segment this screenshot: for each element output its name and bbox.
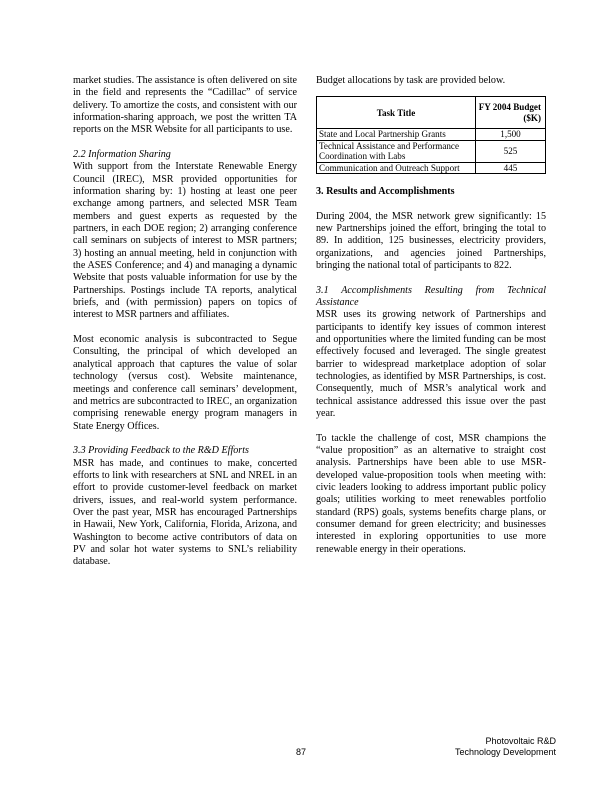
section-heading-accomplishments: 3.1 Accomplishments Resulting from Technical Assistance: [316, 284, 546, 308]
task-cell: Communication and Outreach Support: [317, 162, 476, 173]
paragraph-network-growth: During 2004, the MSR network grew significantly: 15 new Partnerships joined the effort, bringing the total to 89. In addition, 125 businesses, electricity providers, organizations, and agencies joined Partnerships, bringing the national total of participants to 822.: [316, 210, 546, 271]
paragraph-feedback: MSR has made, and continues to make, concerted efforts to link with researchers at SNL and NREL in an effort to provide customer-level feedback on market drivers, issues, and real-world system performance. Over the past year, MSR has encouraged Partnerships in Hawaii, New York, California, Florida, Arizona, and Washington to become active contributors of data on PV and solar hot water systems to SNL’s reliability database.: [73, 457, 297, 568]
table-row: [317, 140, 546, 162]
footer-line-2: Technology Development: [454, 747, 556, 757]
task-cell: State and Local Partnership Grants: [317, 129, 476, 140]
running-footer: [455, 736, 556, 758]
left-column: [73, 75, 297, 569]
footer-line-1: Photovoltaic R&D: [485, 736, 556, 746]
table-row: [317, 129, 546, 140]
paragraph-market-studies: market studies. The assistance is often delivered on site in the field and represents the “Cadillac” of service delivery. To amortize the costs, and consistent with our information-sharing approach, we post the written TA reports on the MSR Website for all participants to use.: [73, 75, 297, 136]
budget-cell: 525: [476, 140, 546, 162]
table-row: [317, 162, 546, 173]
header-task-title: Task Title: [317, 97, 476, 129]
budget-cell: 445: [476, 162, 546, 173]
section-heading-results: 3. Results and Accomplishments: [316, 185, 455, 197]
budget-intro: Budget allocations by task are provided below.: [316, 75, 506, 86]
table-header-row: [317, 97, 546, 129]
task-cell: Technical Assistance and Performance Coordination with Labs: [317, 140, 476, 162]
right-column: [316, 75, 546, 556]
paragraph-information-sharing: With support from the Interstate Renewable Energy Council (IREC), MSR provided opportunities for information sharing by: 1) hosting at least one peer exchange among partners, and selected MSR Team members and guest experts as requested by the partners, in each DOE region; 2) arranging conference call seminars on subjects of interest to MSR partners; 3) hosting an annual meeting, held in conjunction with the ASES Conference; and 4) and managing a dynamic Website that posts valuable information for use by the Partnerships. Postings include TA reports, analytical briefs, and (with permission) papers on topics of interest to MSR partners and affiliates.: [73, 161, 297, 321]
paragraph-economic-analysis: Most economic analysis is subcontracted to Segue Consulting, the principal of which developed an analytical approach that captures the value of solar technology (versus cost). Website maintenance, meetings and conference call seminars’ development, and metrics are subcontracted to IREC, an organization comprising renewable energy program managers in State Energy Offices.: [73, 334, 297, 432]
header-budget: FY 2004 Budget ($K): [476, 97, 546, 129]
budget-cell: 1,500: [476, 129, 546, 140]
paragraph-value-proposition: To tackle the challenge of cost, MSR champions the “value proposition” as an alternative to straight cost analysis. Partnerships have been able to use MSR-developed value-proposition tools when meeting with: civic leaders looking to address important public policy goals; utilities working to meet renewables portfolio standard (RPS) goals, systems benefits charge plans, or consumer demand for green electricity; and businesses interested in exploring opportunities to use more renewable energy in their operations.: [316, 432, 546, 555]
section-heading-information-sharing: 2.2 Information Sharing: [73, 149, 171, 161]
section-heading-feedback: 3.3 Providing Feedback to the R&D Efforts: [73, 445, 249, 457]
page-number: 87: [296, 747, 307, 757]
paragraph-accomplishments: MSR uses its growing network of Partnerships and participants to identify key issues of common interest and opportunities where the limited funding can be most effectively focused and leveraged. The single greatest barrier to widespread marketplace adoption of solar technologies, as identified by MSR Partnerships, is cost. Consequently, much of MSR’s analytical work and technical assistance addressed this issue over the past year.: [316, 309, 546, 420]
budget-table: [316, 96, 546, 174]
